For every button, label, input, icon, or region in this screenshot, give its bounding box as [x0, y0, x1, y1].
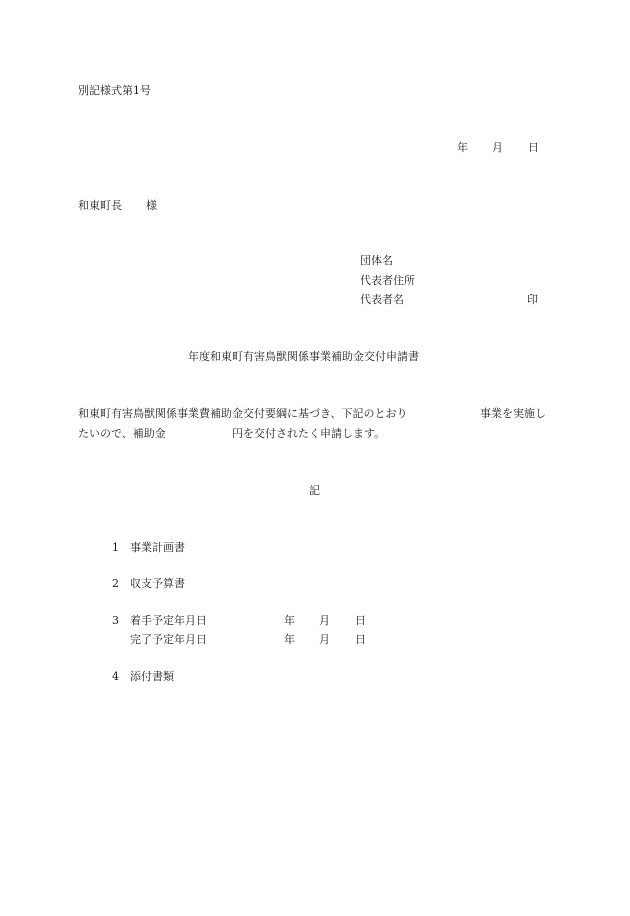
start-day-label: 日 — [355, 614, 366, 627]
end-day-label: 日 — [355, 633, 366, 646]
item-number: 4 — [112, 670, 119, 683]
document-title: 年度和東町有害鳥獣関係事業補助金交付申請書 — [188, 350, 419, 363]
end-month-label: 月 — [319, 633, 330, 646]
start-year-label: 年 — [284, 614, 295, 627]
item-label: 事業計画書 — [130, 541, 185, 554]
seal-mark: 印 — [527, 293, 538, 306]
body-text-line2-b: 円を交付されたく申請します。 — [232, 427, 386, 440]
item-number: 3 — [112, 614, 119, 627]
ki-heading: 記 — [309, 484, 320, 497]
date-year-label: 年 — [457, 141, 468, 154]
date-day-label: 日 — [528, 141, 539, 154]
item-label: 完了予定年月日 — [130, 633, 207, 646]
applicant-name-label: 代表者名 — [360, 293, 404, 306]
body-text-line1-a: 和東町有害鳥獣関係事業費補助金交付要綱に基づき、下記のとおり — [78, 407, 408, 420]
item-label: 添付書類 — [130, 670, 174, 683]
item-label: 収支予算書 — [130, 577, 185, 590]
addressee-honorific: 様 — [146, 199, 157, 212]
item-number: 1 — [112, 541, 119, 554]
addressee-name: 和東町長 — [78, 199, 122, 212]
body-text-line1-b: 事業を実施し — [480, 407, 546, 420]
date-month-label: 月 — [492, 141, 503, 154]
applicant-address-label: 代表者住所 — [360, 274, 415, 287]
start-month-label: 月 — [319, 614, 330, 627]
body-text-line2-a: たいので、補助金 — [78, 427, 166, 440]
applicant-group-label: 団体名 — [360, 254, 393, 267]
end-year-label: 年 — [284, 633, 295, 646]
form-number: 別記様式第1号 — [78, 84, 151, 97]
item-label: 着手予定年月日 — [130, 614, 207, 627]
item-number: 2 — [112, 577, 119, 590]
